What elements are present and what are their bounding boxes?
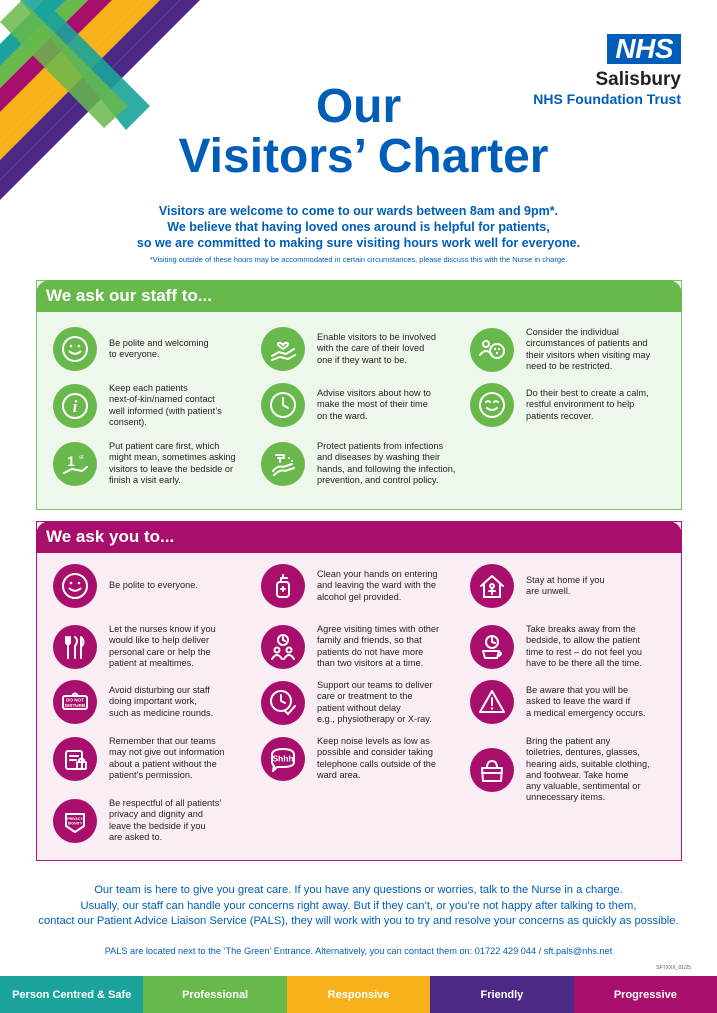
- you-item: [261, 564, 438, 608]
- item-text-line: Avoid disturbing our staff: [109, 685, 210, 696]
- item-text-line: Consider the individual: [526, 327, 619, 337]
- item-text-line: restful environment to help: [526, 399, 635, 410]
- info-icon: [53, 384, 97, 428]
- item-text-line: patient’s permission.: [109, 769, 193, 780]
- you-item-text: [109, 736, 224, 781]
- you-item: [470, 680, 646, 724]
- item-text-line: well informed (with patient’s: [109, 405, 222, 416]
- home-icon: [470, 564, 514, 608]
- closing-line: Usually, our staff can handle your concerns right away. But if they can’t, or you’re not happy after talking to them,: [80, 899, 637, 912]
- item-text-line: Enable visitors to be involved: [317, 332, 436, 343]
- item-text-line: on the ward.: [317, 410, 368, 421]
- item-text-line: Agree visiting times with other: [317, 624, 440, 634]
- privacy-dignity-icon: [53, 799, 97, 843]
- staff-item: [470, 327, 650, 372]
- item-text-line: visitors to leave the bedside or: [109, 463, 234, 474]
- staff-panel: [36, 280, 682, 510]
- you-item: [53, 798, 221, 843]
- you-item: [261, 624, 439, 669]
- first-place-icon: [53, 442, 97, 486]
- item-text-line: Advise visitors about how to: [317, 388, 431, 399]
- item-text-line: one if they want to be.: [317, 354, 407, 365]
- intro-line: so we are committed to making sure visiting hours work well for everyone.: [136, 236, 581, 250]
- item-text-line: Keep noise levels as low as: [317, 736, 430, 746]
- value-friendly: Friendly: [430, 976, 573, 1013]
- item-text-line: Take breaks away from the: [526, 624, 636, 634]
- staff-item-text: [317, 388, 431, 422]
- clock-check-icon: [261, 681, 305, 725]
- item-text-line: Clean your hands on entering: [317, 569, 438, 580]
- you-item-text: [109, 624, 216, 669]
- item-text-line: may not give out information: [109, 747, 225, 758]
- item-text-line: with the care of their loved: [317, 343, 425, 354]
- care-hands-icon: [261, 327, 305, 371]
- staff-item: [261, 441, 455, 486]
- title-line-1: Our: [315, 80, 402, 133]
- svg-text:DO NOT: DO NOT: [66, 697, 84, 703]
- staff-item-text: [317, 332, 436, 366]
- item-text-line: consent).: [109, 416, 147, 427]
- item-text-line: Protect patients from infections: [317, 441, 444, 451]
- bag-icon: [470, 748, 514, 792]
- item-text-line: such as medicine rounds.: [109, 707, 214, 718]
- people-circumstances-icon: [470, 328, 514, 372]
- staff-item-text: [109, 338, 209, 361]
- calm-face-icon: [470, 383, 514, 427]
- item-text-line: bedside, to allow the patient: [526, 635, 640, 646]
- coffee-break-icon: [470, 625, 514, 669]
- item-text-line: prevention, and control policy.: [317, 474, 439, 485]
- you-item: [53, 680, 213, 724]
- private-info-icon: [53, 737, 97, 781]
- svg-text:DIGNITY: DIGNITY: [67, 821, 83, 826]
- staff-item-text: [317, 441, 455, 486]
- item-text-line: have to be there all the time.: [526, 657, 642, 668]
- item-text-line: Stay at home if you: [526, 574, 605, 585]
- item-text-line: unnecessary items.: [526, 792, 606, 803]
- pals-contact: PALS are located next to the ‘The Green’ Entrance. Alternatively, you can contact them on: 01722 429 044 / sft.pals@nhs.net: [104, 946, 613, 956]
- page-title: [0, 82, 717, 182]
- staff-item: [53, 383, 222, 428]
- organisation-name: Salisbury: [595, 69, 681, 90]
- you-item: [470, 736, 650, 804]
- item-text-line: Be aware that you will be: [526, 685, 629, 696]
- item-text-line: ward area.: [317, 769, 361, 780]
- item-text-line: time to rest – do not feel you: [526, 646, 642, 657]
- item-text-line: Do their best to create a calm,: [526, 388, 649, 399]
- clock-icon: [261, 383, 305, 427]
- you-item: [53, 624, 216, 669]
- you-item-text: [526, 624, 642, 669]
- smile-icon: [53, 564, 97, 608]
- staff-item: [470, 383, 649, 427]
- nhs-mark: NHS: [607, 34, 681, 64]
- item-text-line: telephone calls outside of the: [317, 758, 437, 769]
- cutlery-icon: [53, 625, 97, 669]
- item-text-line: and footwear. Take home: [526, 769, 629, 780]
- item-text-line: patient without delay: [317, 702, 401, 713]
- svg-text:i: i: [72, 396, 78, 416]
- item-text-line: a medical emergency occurs.: [526, 707, 646, 718]
- visitor-panel: [36, 521, 682, 861]
- item-text-line: family and friends, so that: [317, 635, 422, 646]
- intro-text: [0, 203, 717, 251]
- item-text-line: Support our teams to deliver: [317, 680, 433, 690]
- visitor-panel-heading: We ask you to...: [36, 521, 682, 553]
- item-text-line: patient at mealtimes.: [109, 657, 194, 668]
- item-text-line: are unwell.: [526, 586, 571, 596]
- intro-line: We believe that having loved ones around is helpful for patients,: [167, 220, 550, 234]
- you-item: [261, 680, 432, 725]
- value-person-centred-safe: Person Centred & Safe: [0, 976, 143, 1013]
- visitors-clock-icon: [261, 625, 305, 669]
- staff-item: [53, 327, 209, 371]
- item-text-line: might mean, sometimes asking: [109, 452, 236, 463]
- title-line-2: Visitors’ Charter: [178, 130, 549, 183]
- item-text-line: make the most of their time: [317, 399, 428, 410]
- staff-item: [261, 327, 436, 371]
- svg-text:st: st: [79, 454, 84, 461]
- staff-item-text: [109, 383, 222, 428]
- you-item-text: [317, 624, 439, 669]
- you-item: [261, 736, 436, 781]
- sanitiser-icon: [261, 564, 305, 608]
- staff-item-text: [526, 327, 650, 372]
- you-item-text: [109, 580, 198, 591]
- you-item-text: [109, 685, 213, 719]
- you-item: [53, 564, 198, 608]
- item-text-line: circumstances of patients and: [526, 338, 648, 349]
- item-text-line: Be polite to everyone.: [109, 580, 198, 591]
- item-text-line: need to be restricted.: [526, 360, 613, 371]
- item-text-line: Let the nurses know if you: [109, 624, 216, 634]
- item-text-line: their visitors when visiting may: [526, 349, 651, 360]
- staff-item-text: [526, 388, 649, 422]
- trust-name: NHS Foundation Trust: [533, 91, 681, 107]
- svg-text:Shhh: Shhh: [272, 753, 294, 764]
- values-bar: [0, 976, 717, 1013]
- hand-wash-icon: [261, 442, 305, 486]
- you-item-text: [317, 569, 438, 603]
- item-text-line: patients recover.: [526, 410, 594, 421]
- item-text-line: Bring the patient any: [526, 736, 611, 746]
- item-text-line: alcohol gel provided.: [317, 591, 402, 602]
- you-item: [53, 736, 224, 781]
- svg-text:1: 1: [67, 452, 75, 469]
- svg-text:DISTURB: DISTURB: [64, 703, 86, 708]
- item-text-line: asked to leave the ward if: [526, 696, 631, 707]
- item-text-line: any valuable, sentimental or: [526, 781, 641, 792]
- item-text-line: hands, and following the infection,: [317, 463, 456, 474]
- value-progressive: Progressive: [574, 976, 717, 1013]
- intro-line: Visitors are welcome to come to our wards between 8am and 9pm*.: [158, 204, 559, 218]
- visiting-footnote: *Visiting outside of these hours may be accommodated in certain circumstances, please discuss this with the Nurse in charge.: [149, 255, 568, 264]
- do-not-disturb-icon: [53, 680, 97, 724]
- shhh-icon: [261, 737, 305, 781]
- item-text-line: and diseases by washing their: [317, 452, 441, 463]
- item-text-line: leave the bedside if you: [109, 820, 206, 831]
- item-text-line: possible and consider taking: [317, 747, 433, 758]
- item-text-line: are asked to.: [109, 831, 163, 842]
- staff-item: [261, 383, 431, 427]
- closing-line: Our team is here to give you great care. If you have any questions or worries, talk to the Nurse in a charge.: [94, 884, 623, 896]
- item-text-line: patients do not have more: [317, 646, 424, 657]
- value-professional: Professional: [143, 976, 286, 1013]
- item-text-line: toiletries, dentures, glasses,: [526, 747, 640, 758]
- you-item-text: [317, 736, 436, 781]
- document-code: SFTXXX_01/25: [656, 965, 691, 971]
- smile-icon: [53, 327, 97, 371]
- value-responsive: Responsive: [287, 976, 430, 1013]
- you-item-text: [526, 575, 605, 598]
- item-text-line: Put patient care first, which: [109, 441, 220, 451]
- item-text-line: doing important work,: [109, 696, 197, 707]
- item-text-line: next-of-kin/named contact: [109, 394, 215, 405]
- item-text-line: e.g., physiotherapy or X-ray.: [317, 713, 432, 724]
- closing-line: contact our Patient Advice Liaison Service (PALS), they will work with you to try and resolve your concerns as quickly as possible.: [38, 915, 679, 927]
- item-text-line: Keep each patients: [109, 383, 188, 393]
- you-item-text: [526, 736, 650, 804]
- item-text-line: would like to help deliver: [109, 635, 210, 646]
- item-text-line: Be polite and welcoming: [109, 337, 209, 348]
- you-item-text: [526, 685, 646, 719]
- item-text-line: privacy and dignity and: [109, 809, 203, 820]
- you-item-text: [109, 798, 221, 843]
- item-text-line: than two visitors at a time.: [317, 657, 424, 668]
- item-text-line: finish a visit early.: [109, 474, 181, 485]
- warning-icon: [470, 680, 514, 724]
- you-item: [470, 564, 605, 608]
- item-text-line: Be respectful of all patients’: [109, 798, 222, 808]
- svg-text:PRIVACY: PRIVACY: [67, 816, 83, 821]
- closing-text: [0, 883, 717, 930]
- you-item: [470, 624, 642, 669]
- item-text-line: personal care or help the: [109, 646, 211, 657]
- staff-panel-heading: We ask our staff to...: [36, 280, 682, 312]
- you-item-text: [317, 680, 432, 725]
- item-text-line: about a patient without the: [109, 758, 217, 769]
- staff-item-text: [109, 441, 236, 486]
- item-text-line: and leaving the ward with the: [317, 580, 437, 591]
- item-text-line: to everyone.: [109, 349, 160, 359]
- staff-item: [53, 441, 236, 486]
- item-text-line: Remember that our teams: [109, 736, 216, 746]
- item-text-line: hearing aids, suitable clothing,: [526, 758, 650, 769]
- item-text-line: care or treatment to the: [317, 691, 413, 702]
